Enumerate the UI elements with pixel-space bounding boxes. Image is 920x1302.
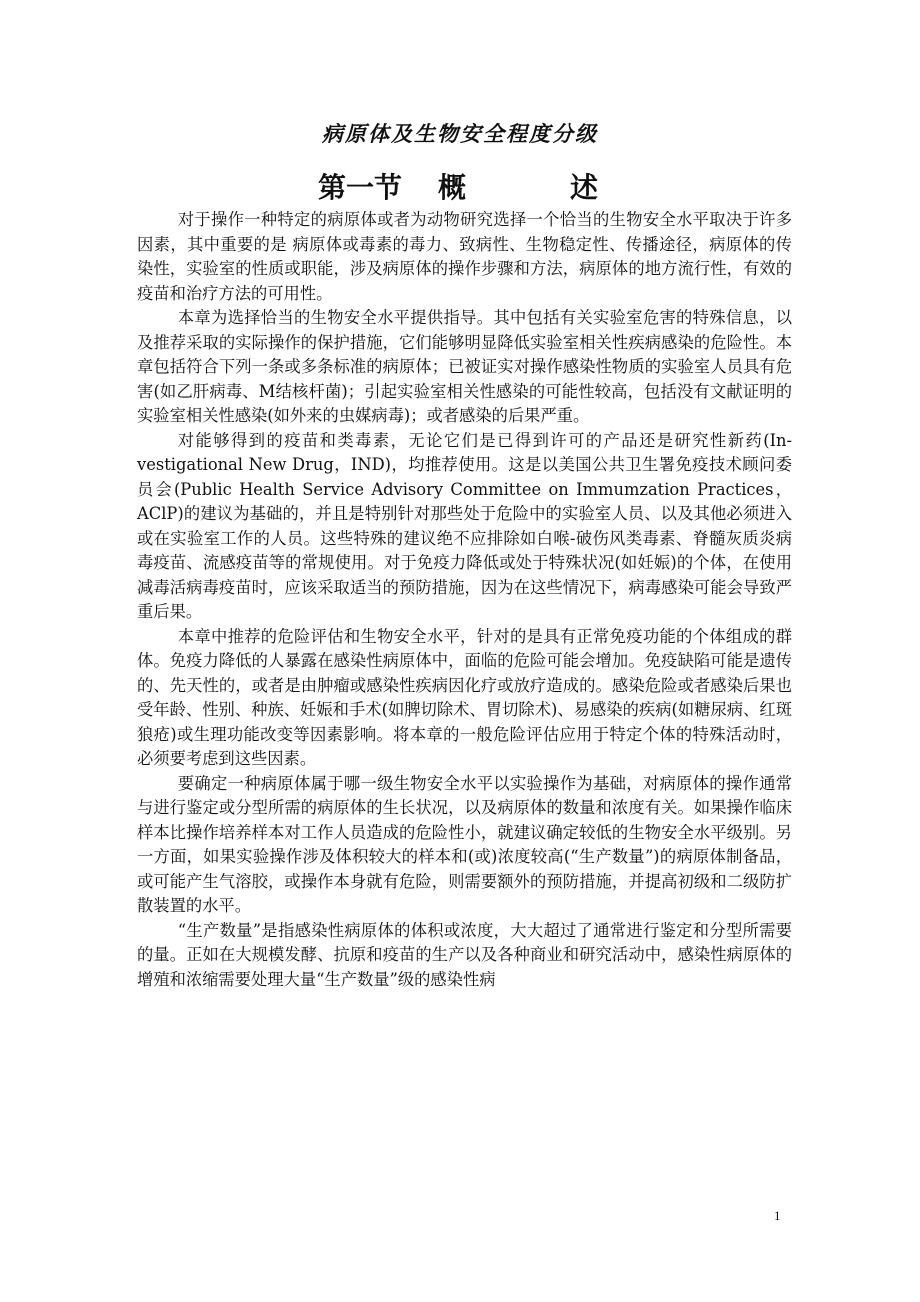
body-text (137, 208, 792, 992)
document-title: 病原体及生物安全程度分级 (322, 121, 598, 146)
paragraph-2: 本章为选择恰当的生物安全水平提供指导。其中包括有关实验室危害的特殊信息，以及推荐采取的实际操作的保护措施，它们能够明显降低实验室相关性疾病感染的危险性。本章包括符合下列一条或多条标准的病原体；已被证实对操作感染性物质的实验室人员具有危害(如乙肝病毒、M结核杆菌)；引起实验室相关性感染的可能性较高，包括没有文献证明的实验室相关性感染(如外来的虫媒病毒)；或者感染的后果严重。 (137, 308, 792, 425)
paragraph-4: 本章中推荐的危险评估和生物安全水平，针对的是具有正常免疫功能的个体组成的群体。免疫力降低的人暴露在感染性病原体中，面临的危险可能会增加。免疫缺陷可能是遗传的、先天性的，或者是由肿瘤或感染性疾病因化疗或放疗造成的。感染危险或者感染后果也受年龄、性别、种族、妊娠和手术(如脾切除术、胃切除术)、易感染的疾病(如糖尿病、红斑狼疮)或生理功能改变等因素影响。将本章的一般危险评估应用于特定个体的特殊活动时，必须要考虑到这些因素。 (137, 626, 792, 768)
paragraph-5: 要确定一种病原体属于哪一级生物安全水平以实验操作为基础，对病原体的操作通常与进行鉴定或分型所需的病原体的生长状况，以及病原体的数量和浓度有关。如果操作临床样本比操作培养样本对工作人员造成的危险性小，就建议确定较低的生物安全水平级别。另一方面，如果实验操作涉及体积较大的样本和(或)浓度较高(“生产数量”)的病原体制备品，或可能产生气溶胶，或操作本身就有危险，则需要额外的预防措施，并提高初级和二级防扩散装置的水平。 (137, 773, 792, 915)
section-title-part-2: 述 (570, 171, 599, 204)
page-number: 1 (774, 1208, 781, 1223)
paragraph-1: 对于操作一种特定的病原体或者为动物研究选择一个恰当的生物安全水平取决于许多因素，其中重要的是 病原体或毒素的毒力、致病性、生物稳定性、传播途径，病原体的传染性，实验室的性质或职能，涉及病原体的操作步骤和方法，病原体的地方流行性，有效的疫苗和治疗方法的可用性。 (137, 210, 792, 303)
section-title-part-1: 概 (438, 171, 467, 204)
section-number: 第一节 (318, 171, 403, 204)
paragraph-6: “生产数量”是指感染性病原体的体积或浓度，大大超过了通常进行鉴定和分型所需要的量。正如在大规模发酵、抗原和疫苗的生产以及各种商业和研究活动中，感染性病原体的增殖和浓缩需要处理大量“生产数量”级的感染性病 (137, 920, 792, 989)
paragraph-3: 对能够得到的疫苗和类毒素，无论它们是已得到许可的产品还是研究性新药(In-vestigational New Drug，IND)，均推荐使用。这是以美国公共卫生署免疫技术顾问委员会(Public Health Service Advisory Committee on Immumzation Practices，AClP)的建议为基础的，并且是特别针对那些处于危险中的实验室人员、以及其他必须进入或在实验室工作的人员。这些特殊的建议绝不应排除如白喉-破伤风类毒素、脊髓灰质炎病毒疫苗、流感疫苗等的常规使用。对于免疫力降低或处于特殊状况(如妊娠)的个体，在使用减毒活病毒疫苗时，应该采取适当的预防措施，因为在这些情况下，病毒感染可能会导致严重后果。 (137, 430, 792, 621)
section-heading (318, 166, 618, 206)
